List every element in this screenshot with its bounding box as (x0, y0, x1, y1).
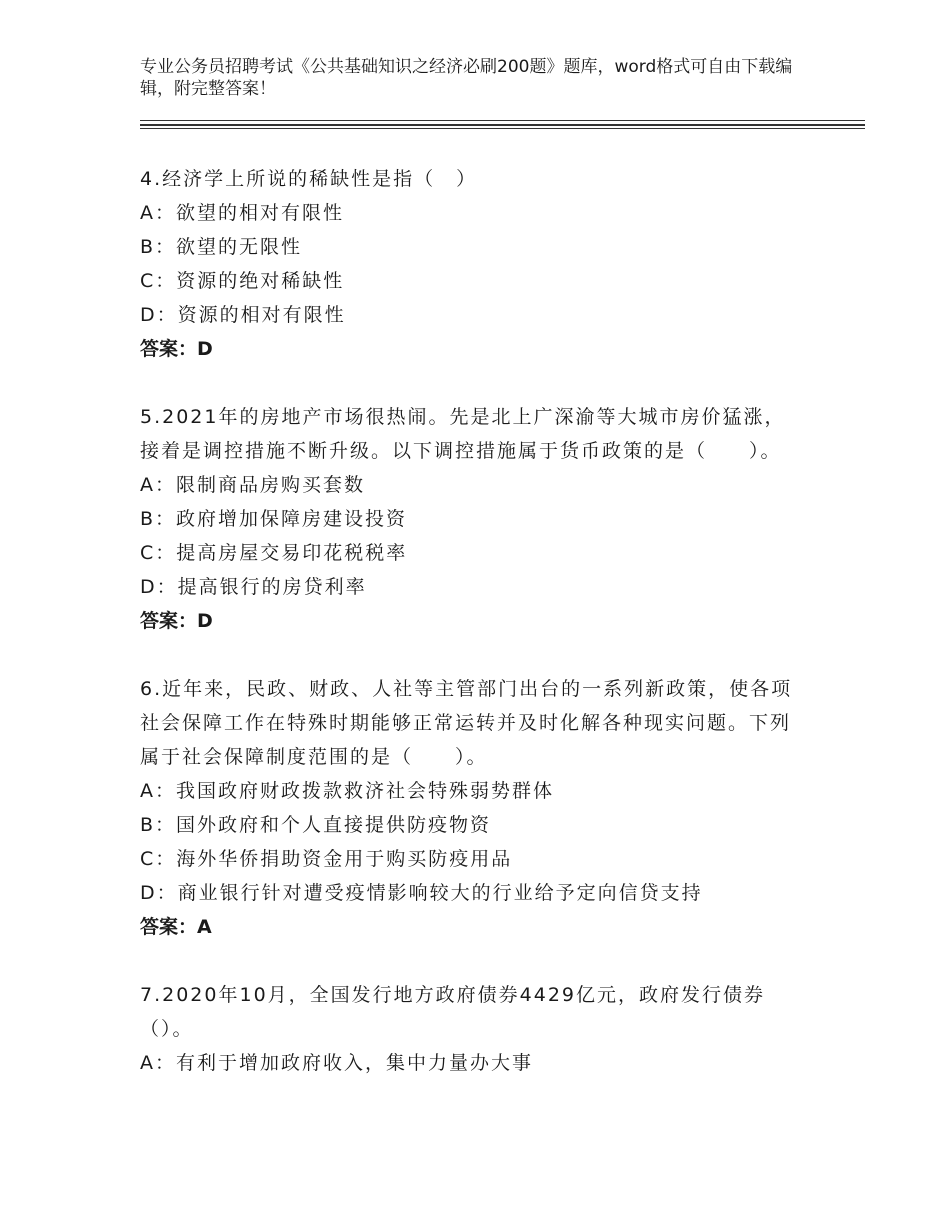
question-list (140, 162, 800, 1114)
option-a: A：欲望的相对有限性 (140, 202, 344, 224)
answer-label: 答案：D (140, 610, 213, 632)
option-a: A：有利于增加政府收入，集中力量办大事 (140, 1052, 533, 1074)
option-d: D：资源的相对有限性 (140, 304, 346, 326)
question-item (140, 162, 800, 366)
option-d: D：商业银行针对遭受疫情影响较大的行业给予定向信贷支持 (140, 882, 703, 904)
answer-label: 答案：D (140, 338, 213, 360)
option-c: C：海外华侨捐助资金用于购买防疫用品 (140, 848, 513, 870)
option-c: C：提高房屋交易印花税税率 (140, 542, 408, 564)
option-b: B：政府增加保障房建设投资 (140, 508, 408, 530)
question-stem: 7.2020年10月，全国发行地方政府债券4429亿元，政府发行债券（）。 (140, 984, 766, 1040)
option-b: B：国外政府和个人直接提供防疫物资 (140, 814, 492, 836)
question-item (140, 978, 800, 1080)
question-item (140, 400, 800, 638)
question-stem: 4.经济学上所说的稀缺性是指（ ） (140, 168, 478, 190)
option-a: A：我国政府财政拨款救济社会特殊弱势群体 (140, 780, 554, 802)
option-d: D：提高银行的房贷利率 (140, 576, 367, 598)
option-c: C：资源的绝对稀缺性 (140, 270, 345, 292)
question-stem: 6.近年来，民政、财政、人社等主管部门出台的一系列新政策，使各项社会保障工作在特殊时期能够正常运转并及时化解各种现实问题。下列属于社会保障制度范围的是（ ）。 (140, 678, 793, 768)
option-b: B：欲望的无限性 (140, 236, 303, 258)
question-item (140, 672, 800, 944)
header-divider-middle (140, 124, 865, 126)
option-a: A：限制商品房购买套数 (140, 474, 365, 496)
header-divider-bottom (140, 128, 865, 129)
header-divider-top (140, 120, 865, 121)
question-stem: 5.2021年的房地产市场很热闹。先是北上广深渝等大城市房价猛涨，接着是调控措施不断升级。以下调控措施属于货币政策的是（ ）。 (140, 406, 786, 462)
document-header: 专业公务员招聘考试《公共基础知识之经济必刷200题》题库，word格式可自由下载编辑，附完整答案！ (140, 57, 793, 99)
answer-label: 答案：A (140, 916, 212, 938)
